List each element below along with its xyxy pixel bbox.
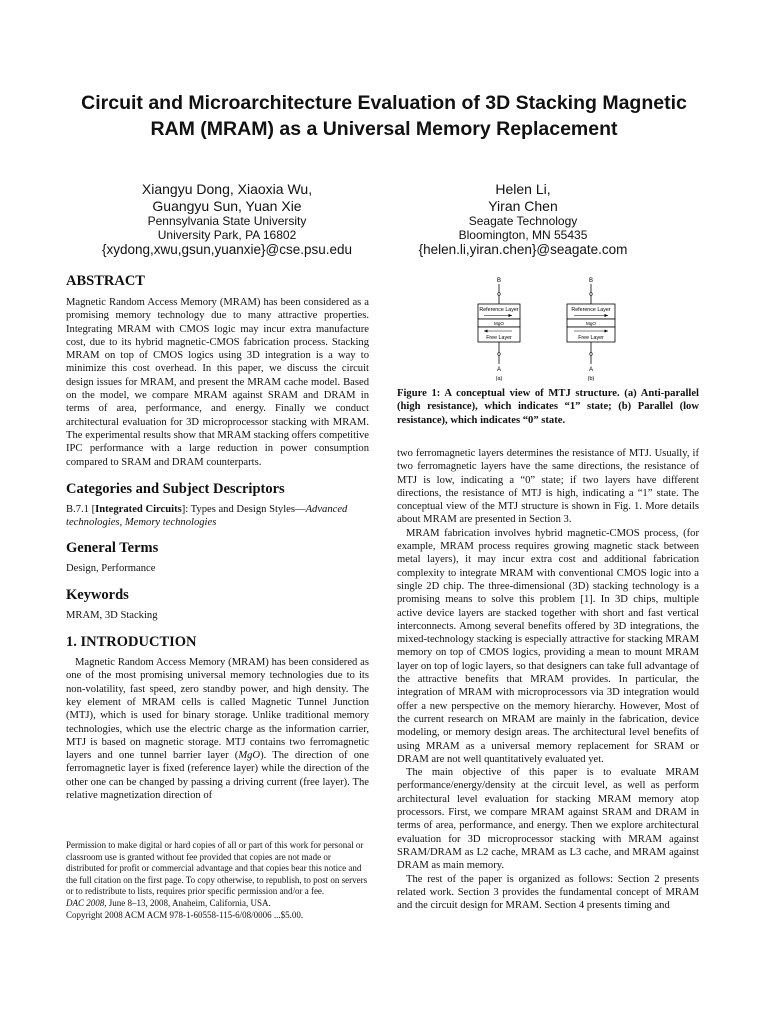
right-column-text [397, 447, 699, 912]
intro-text-after: ). The direction of one ferromagnetic layer is fixed (reference layer) while the direction of the other one can be changed by passing a driving current (free layer). The relative magnetization direction of [66, 750, 369, 802]
author-names-line1: Helen Li, [495, 181, 551, 197]
author-names-line1: Xiangyu Dong, Xiaoxia Wu, [141, 181, 313, 197]
categories-code: B.7.1 [ [66, 503, 96, 515]
right-paragraph-2: MRAM fabrication involves hybrid magnetic-CMOS process, (for example, MRAM process requires growing magnetic stack between metal layers), it may incur extra cost and additional fabrication complexity to integrate MRAM with conventional CMOS logic into a single 2D chip. The three-dimensional (3D) stacking technology is a promising means to solve this problem [1]. In 3D chips, multiple active device layers are stacked together with short and fast vertical interconnects. Among several benefits offered by 3D integrations, the mixed-technology stacking is especially attractive for stacking MRAM memory on top of CMOS logics, providing a mean to mount MRAM layer on top of logic layers, so that designers can take full advantage of the attractive benefits that MRAM provides. In particular, the integration of MRAM with microprocessors via 3D integration would offer a new perspective on the memory hierarchy. However, Most of the current research on MRAM are mainly in the fabrication, device modeling, or memory design areas. The architectural level benefits of using MRAM as a universal memory replacement for SRAM or DRAM are not well quantitatively evaluated yet. [397, 527, 699, 765]
paper-title: Circuit and Microarchitecture Evaluation of 3D Stacking Magnetic RAM (MRAM) as a Universal Memory Replacement [81, 92, 687, 140]
footnote-conference [66, 898, 369, 910]
footnote-permission: Permission to make digital or hard copies of all or part of this work for personal or classroom use is granted without fee provided that copies are not made or distributed for profit or commercial advantage and that copies bear this notice and the full citation on the first page. To copy otherwise, to republish, to post on servers or to redistribute to lists, requires prior specific permission and/or a fee. [66, 840, 368, 897]
author-names-line2: Yiran Chen [488, 197, 558, 214]
mtj-figure [470, 274, 640, 386]
author-names-line2: Guangyu Sun, Yuan Xie [152, 197, 302, 214]
free-layer-label: Free Layer [578, 335, 604, 341]
author-email: {xydong,xwu,gsun,yuanxie}@cse.psu.edu [101, 242, 353, 257]
author-email: {helen.li,yiran.chen}@seagate.com [418, 242, 628, 257]
mtj-structure-a [478, 278, 520, 382]
right-paragraph-3: The main objective of this paper is to evaluate MRAM performance/energy/density at the circuit level, as well as perform architectural level evaluation for stacking MRAM memory atop processors. First, we compare MRAM against SRAM and DRAM in terms of area, performance, and energy. Then we explore architectural evaluation for 3D microprocessor stacking with MRAM against SRAM/DRAM as L2 cache, MRAM as L3 cache, and MRAM against DRAM as main memory. [397, 767, 699, 872]
categories-bold: Integrated Circuits [95, 503, 182, 515]
keywords-text: MRAM, 3D Stacking [66, 609, 158, 621]
author-affiliation: Pennsylvania State University [147, 214, 307, 228]
terminal-b-label: B [496, 278, 502, 284]
footnote-copyright: Copyright 2008 ACM ACM 978-1-60558-115-6/08/0006 ...$5.00. [66, 909, 304, 920]
intro-math-mgo: MgO [238, 750, 261, 762]
categories-middle: ]: Types and Design Styles— [181, 503, 306, 515]
terminal-node [590, 293, 593, 296]
figure-caption: Figure 1: A conceptual view of MTJ structure. (a) Anti-parallel (high resistance), which indicates “1” state; (b) Parallel (low resistance), which indicates “0” state. [397, 388, 699, 426]
author-address: University Park, PA 16802 [157, 228, 297, 242]
general-terms-heading: General Terms [66, 540, 159, 557]
author-affiliation: Seagate Technology [468, 214, 578, 228]
right-paragraph-1: two ferromagnetic layers determines the resistance of MTJ. Usually, if two ferromagnetic layers have the same directions, the resistance of MTJ is low, indicating a “0” state; if two layers have different directions, the resistance of MTJ is high, indicating a “1” state. The conceptual view of the MTJ structure is shown in Fig. 1. More details about MRAM are presented in Section 3. [397, 448, 699, 526]
terminal-b-label: B [588, 278, 594, 284]
subfigure-b-label: (b) [587, 376, 595, 382]
terminal-a-label: A [496, 367, 502, 373]
abstract-heading: ABSTRACT [66, 273, 145, 289]
introduction-text [66, 656, 369, 802]
keywords-heading: Keywords [66, 586, 129, 603]
categories-text [66, 503, 369, 530]
subfigure-a-label: (a) [495, 376, 503, 382]
terminal-node [498, 293, 501, 296]
categories-heading: Categories and Subject Descriptors [66, 480, 285, 497]
mgo-label: MgO [586, 321, 596, 326]
author-block-seagate [396, 181, 650, 258]
conference-details: June 8–13, 2008, Anaheim, California, USA. [106, 897, 271, 908]
terminal-node [498, 353, 501, 356]
categories-italic: Advanced technologies, Memory technologies [66, 503, 348, 529]
right-paragraph-4: The rest of the paper is organized as follows: Section 2 presents related work. Section 3 provides the fundamental concept of MRAM and the circuit design for MRAM. Section 4 presents timing and [397, 873, 699, 912]
permission-footnote [66, 840, 369, 921]
reference-layer-label: Reference Layer [479, 307, 519, 313]
terminal-a-label: A [588, 367, 594, 373]
mgo-label: MgO [494, 321, 504, 326]
mtj-structure-b [567, 278, 615, 382]
terminal-node [590, 353, 593, 356]
reference-layer-label: Reference Layer [571, 307, 611, 313]
general-terms-text: Design, Performance [66, 563, 156, 575]
author-block-psu [68, 181, 386, 258]
intro-text-before: Magnetic Random Access Memory (MRAM) has been considered as one of the most promising universal memory technologies due to its non-volatility, fast speed, zero standby power, and high density. The key element of MRAM cells is called Magnetic Tunnel Junction (MTJ), which is used for binary storage. Unlike traditional memory technologies, which use the electric charge as the information carrier, MTJ is based on magnetic storage. MTJ contains two ferromagnetic layers and one tunnel barrier layer ( [66, 657, 369, 762]
author-address: Bloomington, MN 55435 [458, 228, 588, 242]
free-layer-label: Free Layer [486, 335, 512, 341]
conference-name: DAC 2008, [66, 897, 107, 908]
left-column [66, 272, 369, 802]
abstract-text: Magnetic Random Access Memory (MRAM) has been considered as a promising memory technology due to many attractive properties. Integrating MRAM with CMOS logic may incur extra manufacture cost, due to its hybrid magnetic-CMOS fabrication process. Stacking MRAM on top of CMOS logics using 3D integration is a way to minimize this cost overhead. In this paper, we discuss the circuit design issues for MRAM, and present the MRAM cache model. Based on the model, we compare MRAM against SRAM and DRAM in terms of area, performance, and energy. Finally we conduct architectural evaluation for 3D microprocessor stacking with MRAM. The experimental results show that MRAM stacking offers competitive IPC performance with a large reduction in power consumption compared to SRAM and DRAM counterparts. [66, 297, 369, 468]
introduction-heading: 1. INTRODUCTION [66, 634, 197, 651]
